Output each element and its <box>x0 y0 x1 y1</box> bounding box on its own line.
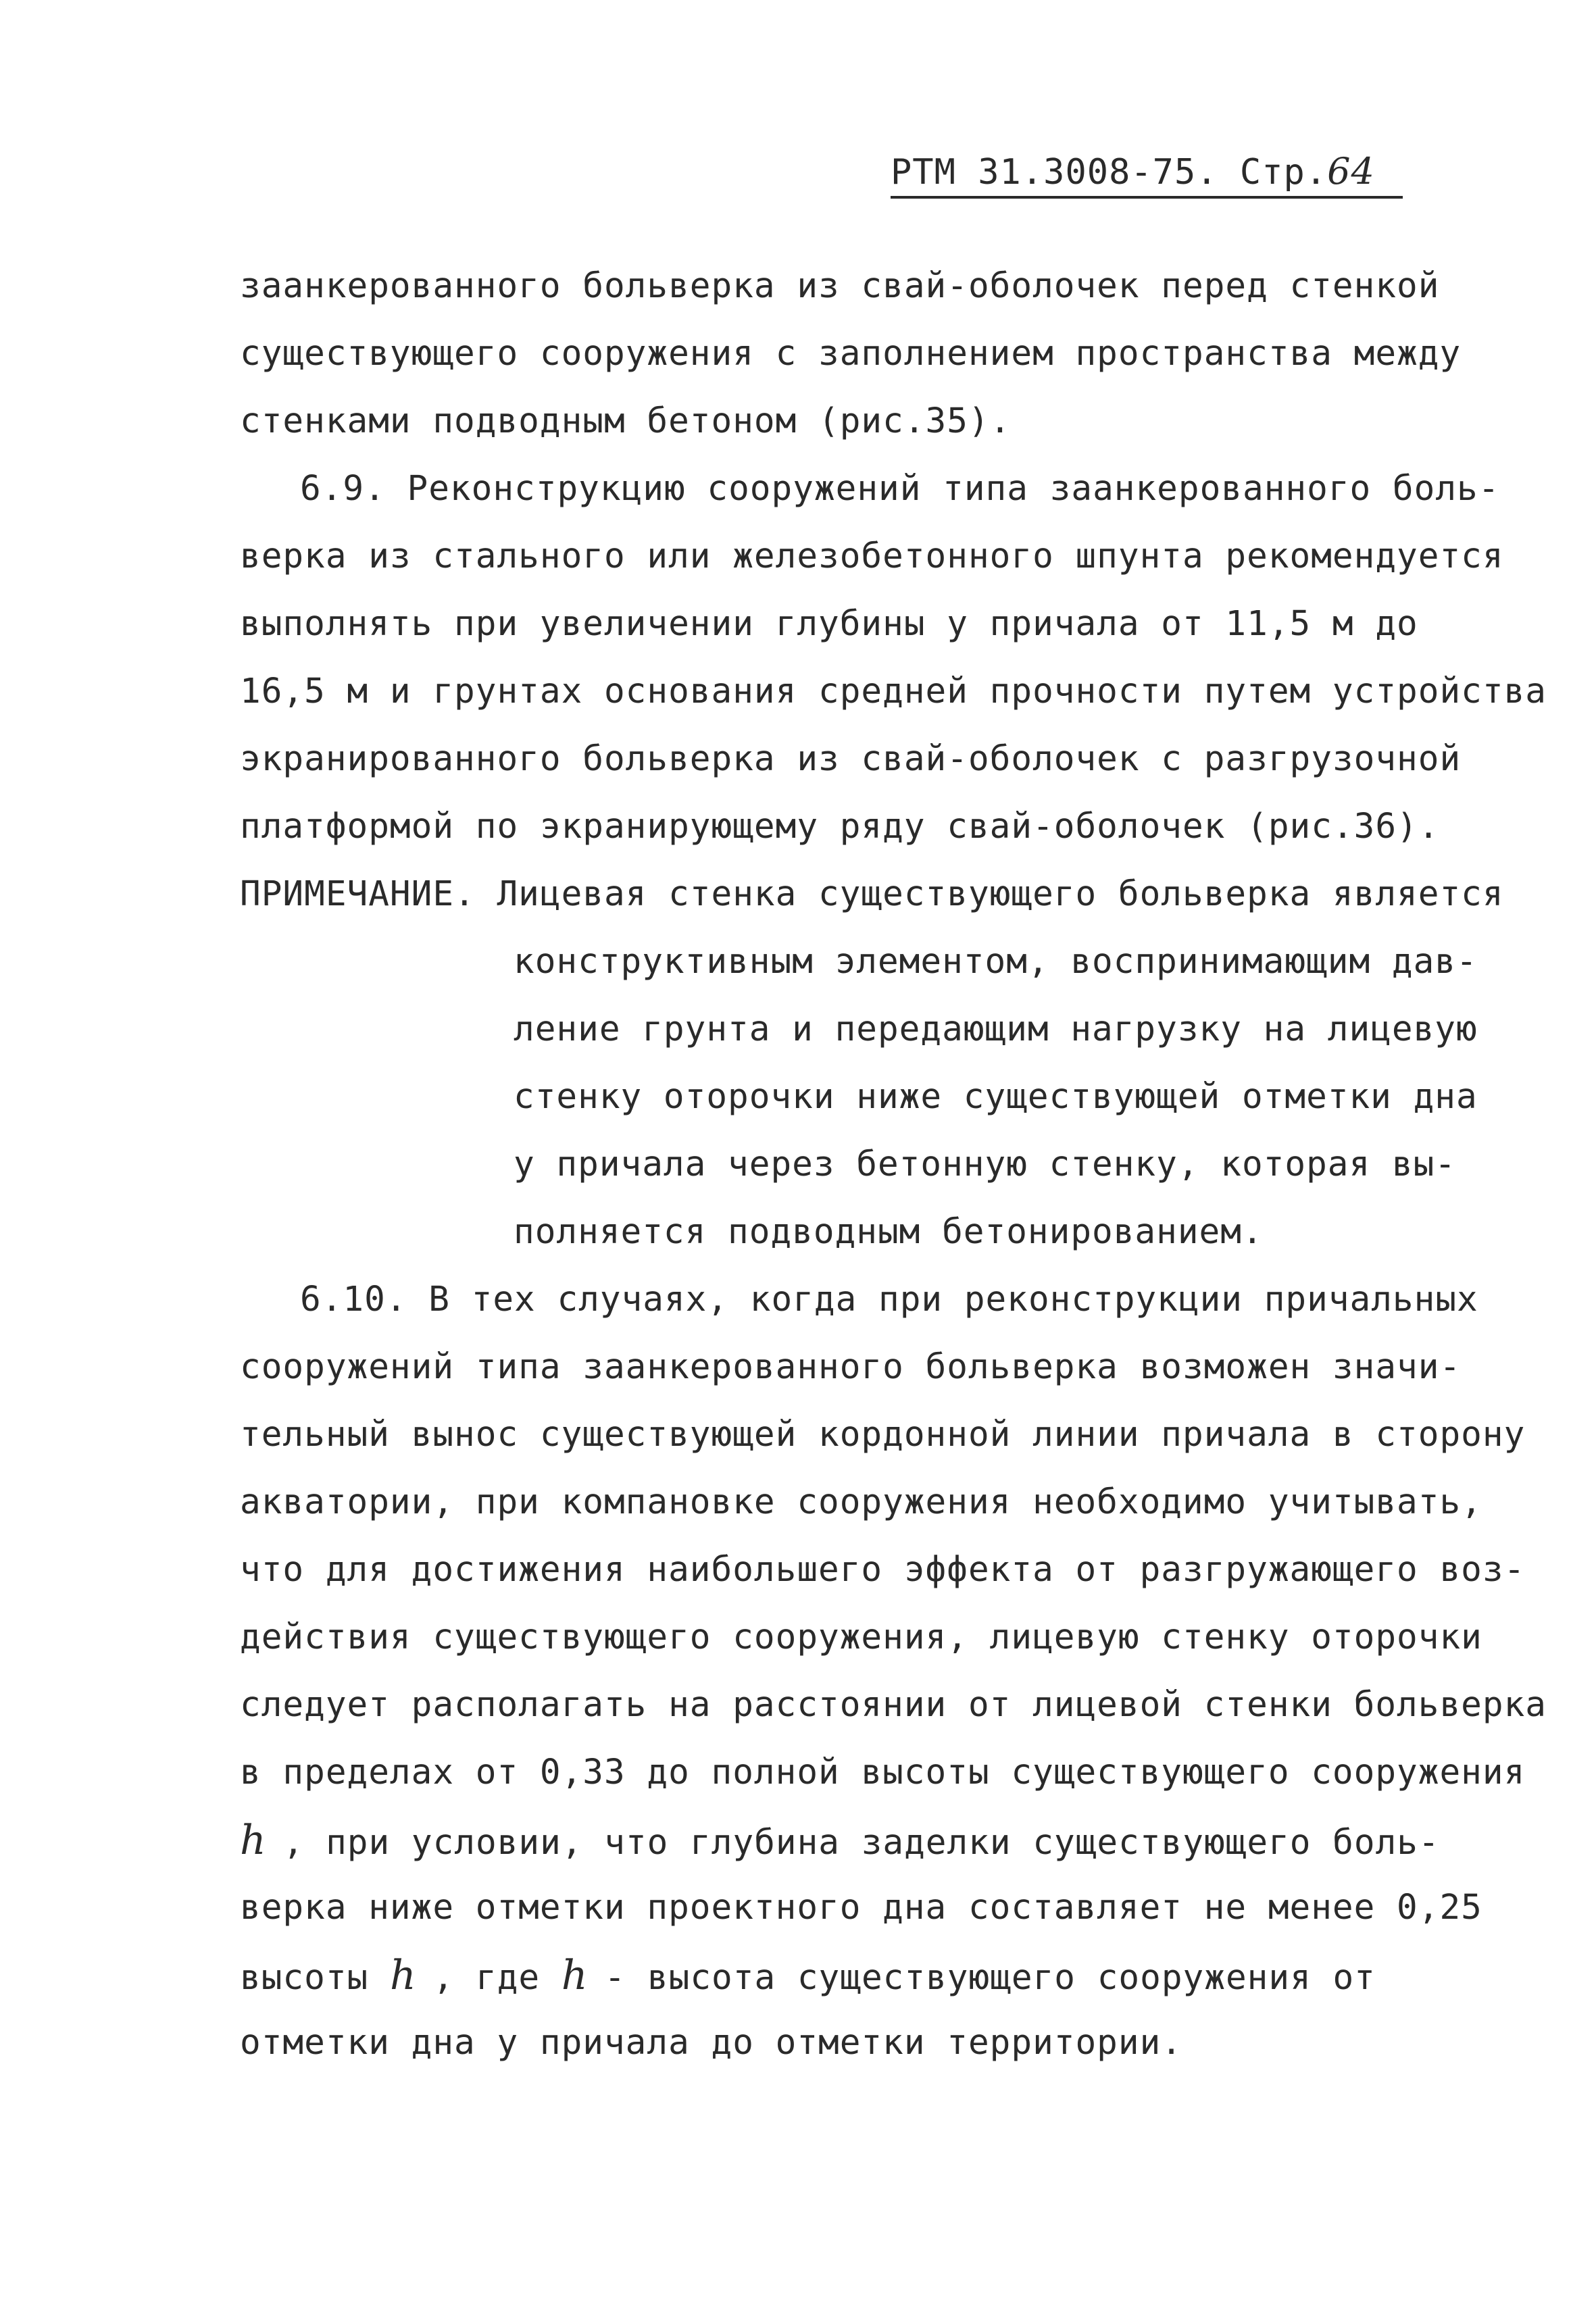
header-underline <box>891 196 1403 199</box>
page-header <box>891 150 1375 193</box>
text-line: существующего сооружения с заполнением пространства между <box>240 334 1462 374</box>
note-line: полняется подводным бетонированием. <box>514 1212 1264 1252</box>
note-start: ПРИМЕЧАНИЕ. Лицевая стенка существующего больверка является <box>240 874 1504 914</box>
text-line <box>240 1952 1376 1999</box>
text-line: экранированного больверка из свай-оболочек с разгрузочной <box>240 739 1462 779</box>
text-line: что для достижения наибольшего эффекта от разгружающего воз- <box>240 1550 1526 1590</box>
text-line: выполнять при увеличении глубины у причала от 11,5 м до <box>240 604 1418 644</box>
text-line: 16,5 м и грунтах основания средней прочности путем устройства <box>240 672 1547 711</box>
text-line: стенками подводным бетоном (рис.35). <box>240 401 1012 441</box>
text-line: верка из стального или железобетонного шпунта рекомендуется <box>240 536 1504 576</box>
note-line: стенку оторочки ниже существующей отметки дна <box>514 1077 1478 1117</box>
text-line: следует располагать на расстоянии от лицевой стенки больверка <box>240 1685 1547 1725</box>
text-line: платформой по экранирующему ряду свай-оболочек (рис.36). <box>240 807 1440 847</box>
text-line: акватории, при компановке сооружения необходимо учитывать, <box>240 1482 1482 1522</box>
text-line <box>240 1817 1440 1864</box>
text-segment: , где <box>432 1958 541 1998</box>
text-line: верка ниже отметки проектного дна составляет не менее 0,25 <box>240 1888 1482 1928</box>
paragraph-6-9-start: 6.9. Реконструкцию сооружений типа заанкерованного боль- <box>300 469 1500 509</box>
text-line: заанкерованного больверка из свай-оболочек перед стенкой <box>240 266 1440 306</box>
note-line: ление грунта и передающим нагрузку на лицевую <box>514 1009 1478 1049</box>
text-line: в пределах от 0,33 до полной высоты существующего сооружения <box>240 1753 1526 1792</box>
text-segment: , при условии, что глубина заделки существующего боль- <box>282 1823 1440 1863</box>
symbol-h: h <box>240 1817 267 1864</box>
text-line: сооружений типа заанкерованного больверка возможен значи- <box>240 1347 1462 1387</box>
page-number: 64 <box>1327 150 1375 193</box>
note-line: конструктивным элементом, воспринимающим дав- <box>514 942 1478 982</box>
paragraph-6-10-start: 6.10. В тех случаях, когда при реконструкции причальных <box>300 1280 1478 1319</box>
symbol-h: h <box>389 1952 417 1999</box>
text-segment: высоты <box>240 1958 369 1998</box>
symbol-h: h <box>561 1952 589 1999</box>
text-segment: - высота существующего сооружения от <box>604 1958 1376 1998</box>
text-line: тельный вынос существующей кордонной линии причала в сторону <box>240 1415 1526 1455</box>
text-line: отметки дна у причала до отметки территории. <box>240 2023 1183 2063</box>
note-line: у причала через бетонную стенку, которая вы- <box>514 1145 1457 1184</box>
header-doc-code: РТМ 31.3008-75. Стр. <box>891 152 1328 193</box>
text-line: действия существующего сооружения, лицевую стенку оторочки <box>240 1617 1482 1657</box>
